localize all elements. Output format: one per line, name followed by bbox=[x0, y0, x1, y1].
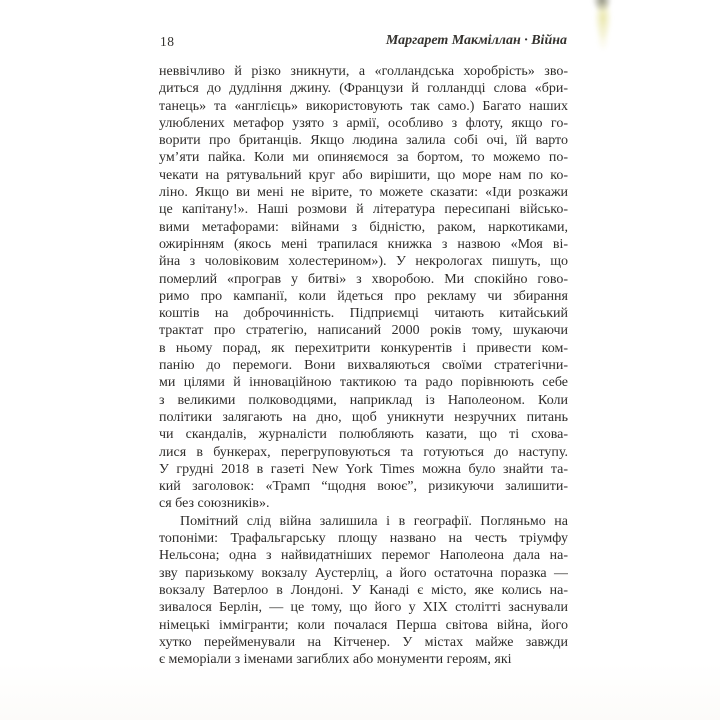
text-line: ліно. Якщо ви мені не вірите, то можете сказати: «Іди розкажи bbox=[159, 185, 568, 201]
text-line: є меморіали з іменами загиблих або монументи героям, які bbox=[159, 652, 512, 668]
page-header bbox=[159, 33, 567, 51]
text-line: неввічливо й різко зникнути, а «голландська хоробрість» зво- bbox=[159, 64, 568, 79]
text-line: лися в бункерах, перегруповуються та готуються до наступу. bbox=[159, 444, 568, 460]
text-line: вими метафорами: війнами з бідністю, раком, наркотиками, bbox=[159, 219, 568, 235]
text-line: улюблених метафор узято з армії, особливо з флоту, якщо го- bbox=[159, 115, 568, 131]
text-line: чекати на рятувальний круг або вирішити, що море нам по ко- bbox=[159, 167, 568, 183]
text-line: Помітний слід війна залишила і в географії. Погляньмо на bbox=[180, 513, 568, 529]
text-line: ожирінням (якось мені трапилася книжка з назвою «Моя ві- bbox=[159, 236, 568, 252]
text-line: це капітану!». Наші розмови й література пересипані військо- bbox=[159, 202, 568, 218]
text-line: ми цілями й інноваційною тактикою та радо порівнюють себе bbox=[159, 375, 568, 391]
text-line: зву паризькому вокзалу Аустерліц, а його остаточна поразка — bbox=[159, 565, 568, 581]
text-line: померлий «програв у битві» з хворобою. Ми спокійно гово- bbox=[159, 271, 568, 287]
text-line: зивалося Берлін, — це тому, що його у XIX столітті заснували bbox=[159, 600, 568, 616]
text-line: диться до дудління джину. (Французи й голландці слова «бри- bbox=[159, 81, 568, 97]
page-number: 18 bbox=[160, 34, 175, 49]
text-line: політики залягають на дно, щоб уникнути незручних питань bbox=[159, 409, 568, 425]
text-line: кий заголовок: «Трамп “щодня воює”, ризикуючи залишити- bbox=[159, 479, 568, 495]
text-line: з великими полководцями, наприклад із Наполеоном. Коли bbox=[159, 392, 568, 408]
text-line: панію до перемоги. Вони вихваляються своїми стратегічни- bbox=[159, 358, 568, 374]
running-header: Маргарет Макміллан · Війна bbox=[385, 33, 567, 48]
text-line: хутко перейменували на Кітченер. У містах майже завжди bbox=[159, 634, 568, 650]
text-line: чи скандалів, журналісти полюбляють казати, що ті схова- bbox=[159, 427, 568, 443]
text-line: ум’яти пайка. Коли ми опиняємося за бортом, то можемо по- bbox=[159, 150, 568, 166]
text-line: ся без союзників». bbox=[159, 496, 270, 512]
text-line: У грудні 2018 в газеті New York Times можна було знайти та- bbox=[159, 461, 568, 477]
text-line: ворити про британців. Якщо людина залила собі очі, їй варто bbox=[159, 133, 568, 149]
photo-smudge-artifact bbox=[591, 0, 617, 50]
text-line: трактат про стратегію, написаний 2000 років тому, шукаючи bbox=[159, 323, 568, 339]
page-text bbox=[159, 63, 568, 668]
text-line: німецькі іммігранти; коли почалася Перша світова війна, його bbox=[159, 617, 568, 633]
text-line: римо про кампанії, коли йдеться про рекламу чи збирання bbox=[159, 288, 568, 304]
text-line: коштів на доброчинність. Підприємці читають китайський bbox=[159, 306, 568, 322]
text-line: топоніми: Трафальгарську площу названо на честь тріумфу bbox=[159, 531, 568, 547]
text-line: йна з чоловіковим холестерином»). У некрологах пишуть, що bbox=[159, 254, 568, 270]
text-line: танець» та «англієць» використовують так само.) Багато наших bbox=[159, 98, 568, 114]
text-line: Нельсона; одна з найвидатніших перемог Наполеона дала на- bbox=[159, 548, 568, 564]
text-line: вокзалу Ватерлоо в Лондоні. У Канаді є місто, яке колись на- bbox=[159, 582, 568, 598]
text-line: в ньому порад, як перехитрити конкурентів і привести ком- bbox=[159, 340, 568, 356]
